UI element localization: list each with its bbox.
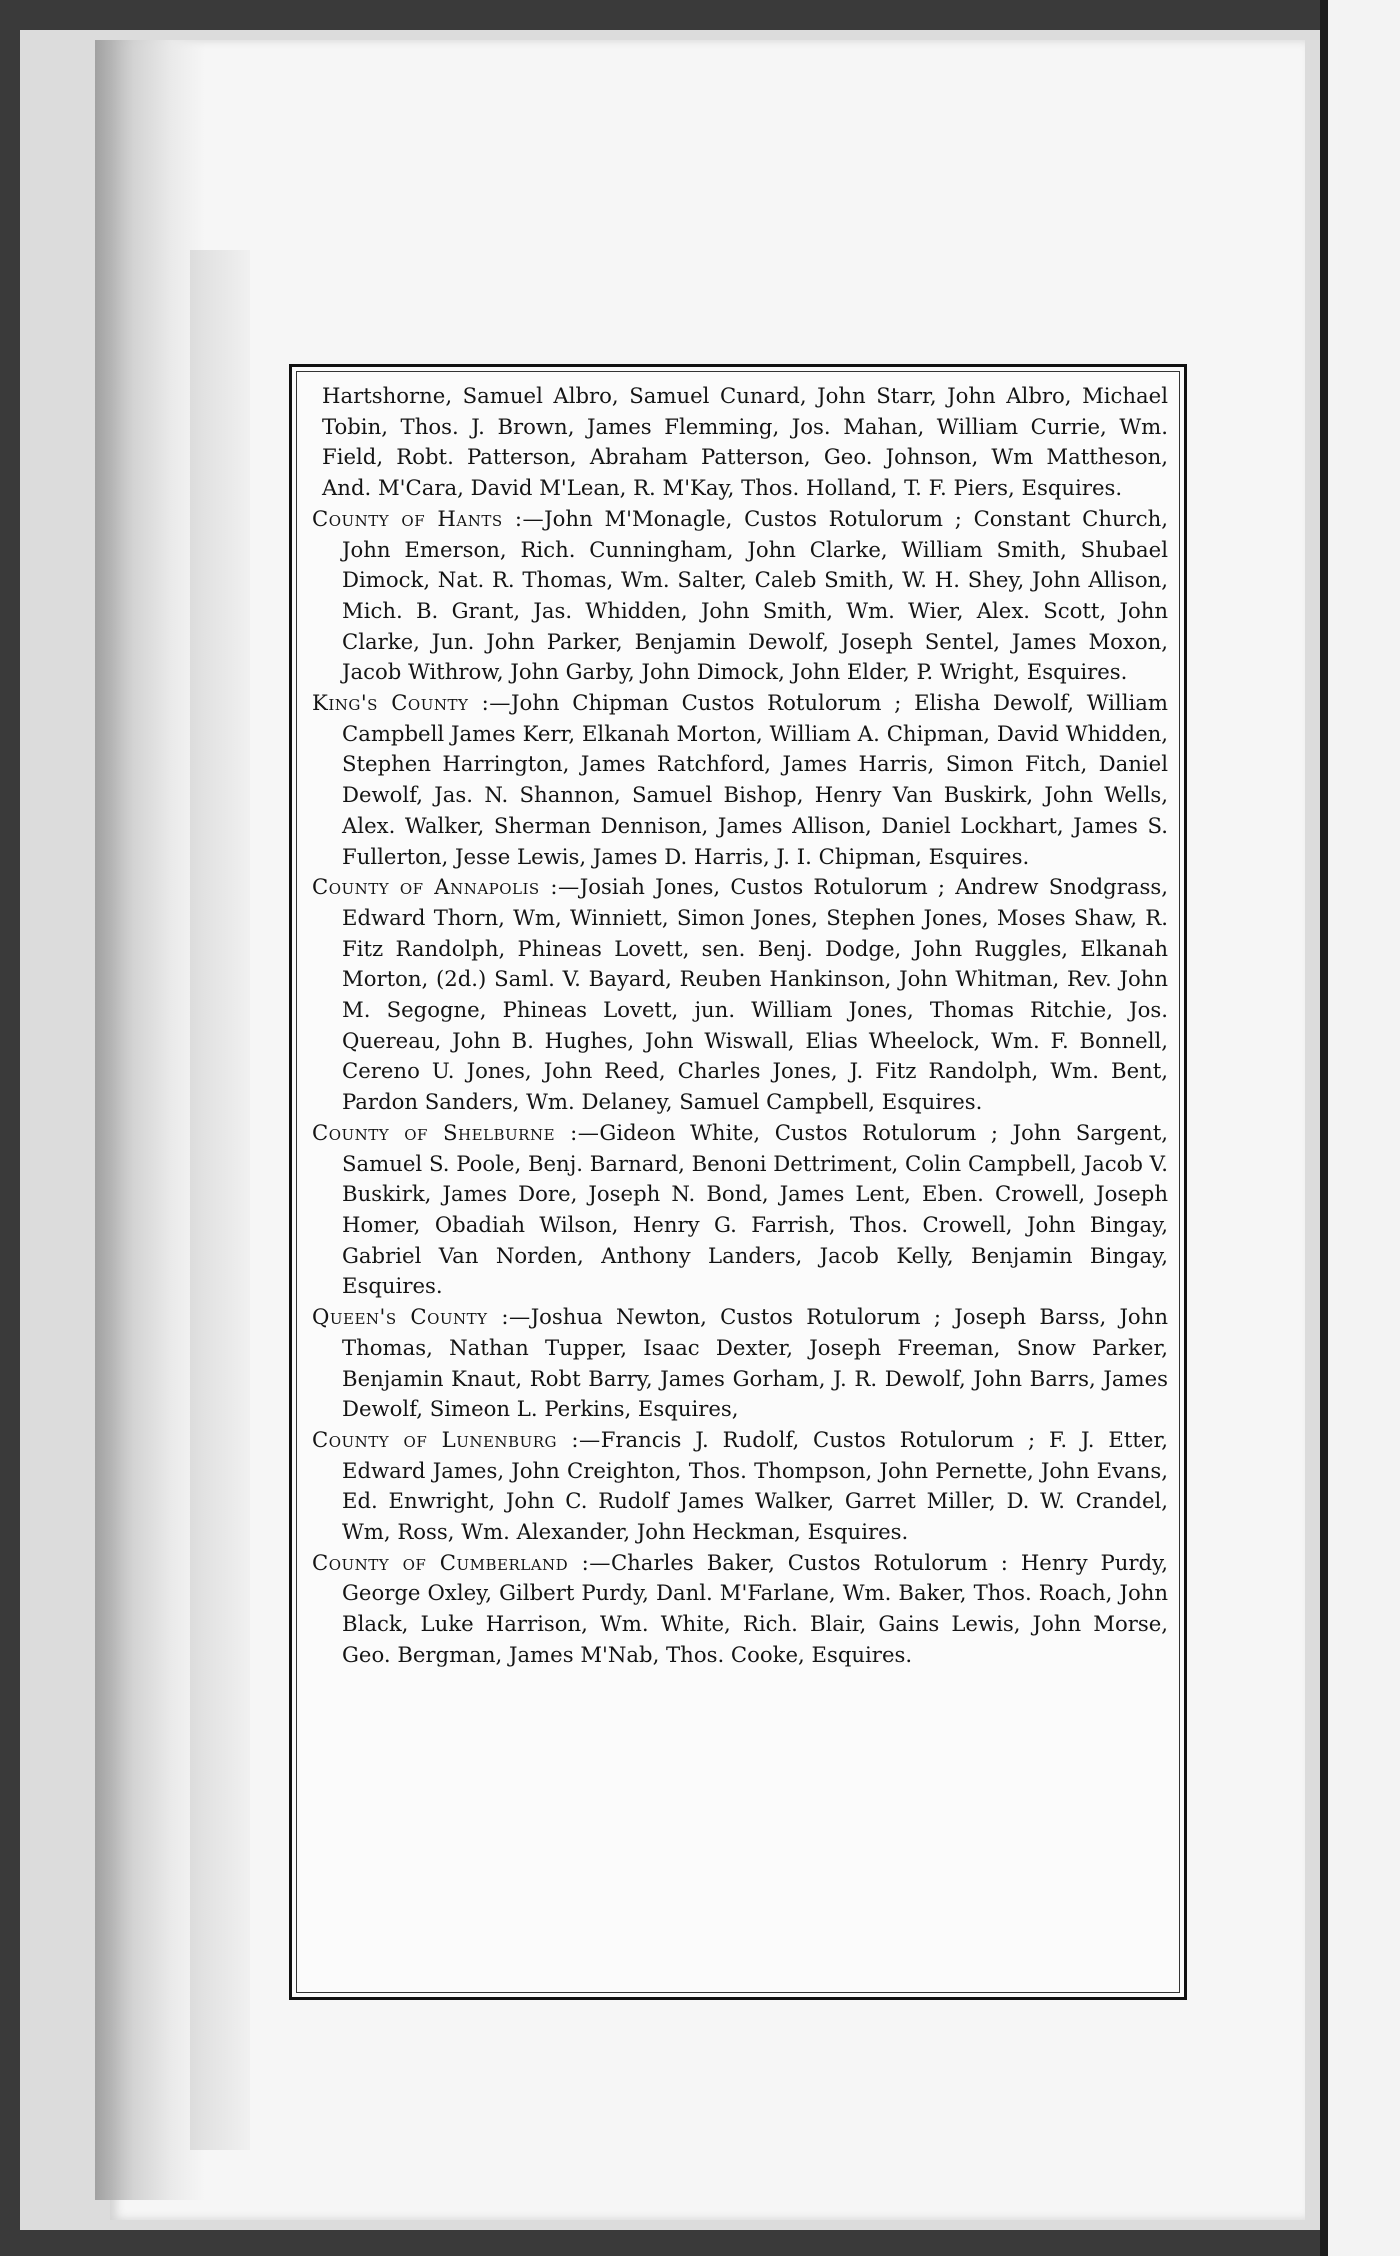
entry-text: Joshua Newton, Custos Rotulorum ; Joseph Barss, John Thomas, Nathan Tupper, Isaac Dexter, Joseph Freeman, Snow Parker, Benjamin Knaut, Robt Barry, James Gorham, J. R. Dewolf, John Barrs, James Dewolf, Simeon L. Perkins, Esquires, bbox=[342, 1304, 1168, 1422]
entry-county-of-lunenburg bbox=[312, 1425, 1168, 1548]
entry-text: John M'Monagle, Custos Rotulorum ; Constant Church, John Emerson, Rich. Cunningham, John Clarke, William Smith, Shubael Dimock, Nat. R. Thomas, Wm. Salter, Caleb Smith, W. H. Shey, John Allison, Mich. B. Grant, Jas. Whidden, John Smith, Wm. Wier, Alex. Scott, John Clarke, Jun. John Parker, Benjamin Dewolf, Joseph Sentel, James Moxon, Jacob Withrow, John Garby, John Dimock, John Elder, P. Wright, Esquires. bbox=[342, 505, 1168, 685]
entry-text: Hartshorne, Samuel Albro, Samuel Cunard, John Starr, John Albro, Michael Tobin, Thos. J. Brown, James Flemming, Jos. Mahan, William Currie, Wm. Field, Robt. Patterson, Abraham Patterson, Geo. Johnson, Wm Mattheson, And. M'Cara, David M'Lean, R. M'Kay, Thos. Holland, T. F. Piers, Esquires. bbox=[322, 383, 1168, 501]
facing-page-edge bbox=[1320, 0, 1400, 2256]
notice-text bbox=[312, 381, 1168, 1671]
entry-county-of-hants bbox=[312, 504, 1168, 688]
entry-text: Gideon White, Custos Rotulorum ; John Sargent, Samuel S. Poole, Benj. Barnard, Benoni Dettriment, Colin Campbell, Jacob V. Buskirk, James Dore, Joseph N. Bond, James Lent, Eben. Crowell, Joseph Homer, Obadiah Wilson, Henry G. Farrish, Thos. Crowell, John Bingay, Gabriel Van Norden, Anthony Landers, Jacob Kelly, Benjamin Bingay, Esquires. bbox=[342, 1119, 1168, 1299]
entry-heading: County of Hants :— bbox=[312, 505, 545, 531]
entry-county-of-annapolis bbox=[312, 872, 1168, 1118]
entry-county-of-cumberland bbox=[312, 1548, 1168, 1671]
entry-kings-county bbox=[312, 688, 1168, 872]
notice-box bbox=[289, 364, 1187, 2000]
folded-corner-shadow bbox=[190, 250, 250, 2150]
entry-county-of-shelburne bbox=[312, 1118, 1168, 1302]
entry-heading: County of Shelburne :— bbox=[312, 1119, 600, 1145]
entry-heading: County of Annapolis :— bbox=[312, 874, 580, 900]
entry-text: Charles Baker, Custos Rotulorum : Henry Purdy, George Oxley, Gilbert Purdy, Danl. M'Farlane, Wm. Baker, Thos. Roach, John Black, Luke Harrison, Wm. White, Rich. Blair, Gains Lewis, John Morse, Geo. Bergman, James M'Nab, Thos. Cooke, Esquires. bbox=[342, 1549, 1168, 1667]
binding-stain bbox=[95, 40, 205, 2200]
entry-queens-county bbox=[312, 1302, 1168, 1425]
entry-text: Josiah Jones, Custos Rotulorum ; Andrew Snodgrass, Edward Thorn, Wm, Winniett, Simon Jones, Stephen Jones, Moses Shaw, R. Fitz Randolph, Phineas Lovett, sen. Benj. Dodge, John Ruggles, Elkanah Morton, (2d.) Saml. V. Bayard, Reuben Hankinson, John Whitman, Rev. John M. Segogne, Phineas Lovett, jun. William Jones, Thomas Ritchie, Jos. Quereau, John B. Hughes, John Wiswall, Elias Wheelock, Wm. F. Bonnell, Cereno U. Jones, John Reed, Charles Jones, J. Fitz Randolph, Wm. Bent, Pardon Sanders, Wm. Delaney, Samuel Campbell, Esquires. bbox=[342, 874, 1168, 1115]
entry-halifax-continued bbox=[312, 381, 1168, 504]
entry-text: Francis J. Rudolf, Custos Rotulorum ; F. J. Etter, Edward James, John Creighton, Thos. Thompson, John Pernette, John Evans, Ed. Enwright, John C. Rudolf James Walker, Garret Miller, D. W. Crandel, Wm, Ross, Wm. Alexander, John Heckman, Esquires. bbox=[342, 1426, 1168, 1545]
entry-heading: King's County :— bbox=[312, 690, 511, 716]
entry-heading: County of Lunenburg :— bbox=[312, 1426, 601, 1452]
entry-text: John Chipman Custos Rotulorum ; Elisha Dewolf, William Campbell James Kerr, Elkanah Morton, William A. Chipman, David Whidden, Stephen Harrington, James Ratchford, James Harris, Simon Fitch, Daniel Dewolf, Jas. N. Shannon, Samuel Bishop, Henry Van Buskirk, John Wells, Alex. Walker, Sherman Dennison, James Allison, Daniel Lockhart, James S. Fullerton, Jesse Lewis, James D. Harris, J. I. Chipman, Esquires. bbox=[342, 690, 1168, 869]
entry-heading: Queen's County :— bbox=[312, 1304, 531, 1330]
entry-heading: County of Cumberland :— bbox=[312, 1549, 611, 1575]
